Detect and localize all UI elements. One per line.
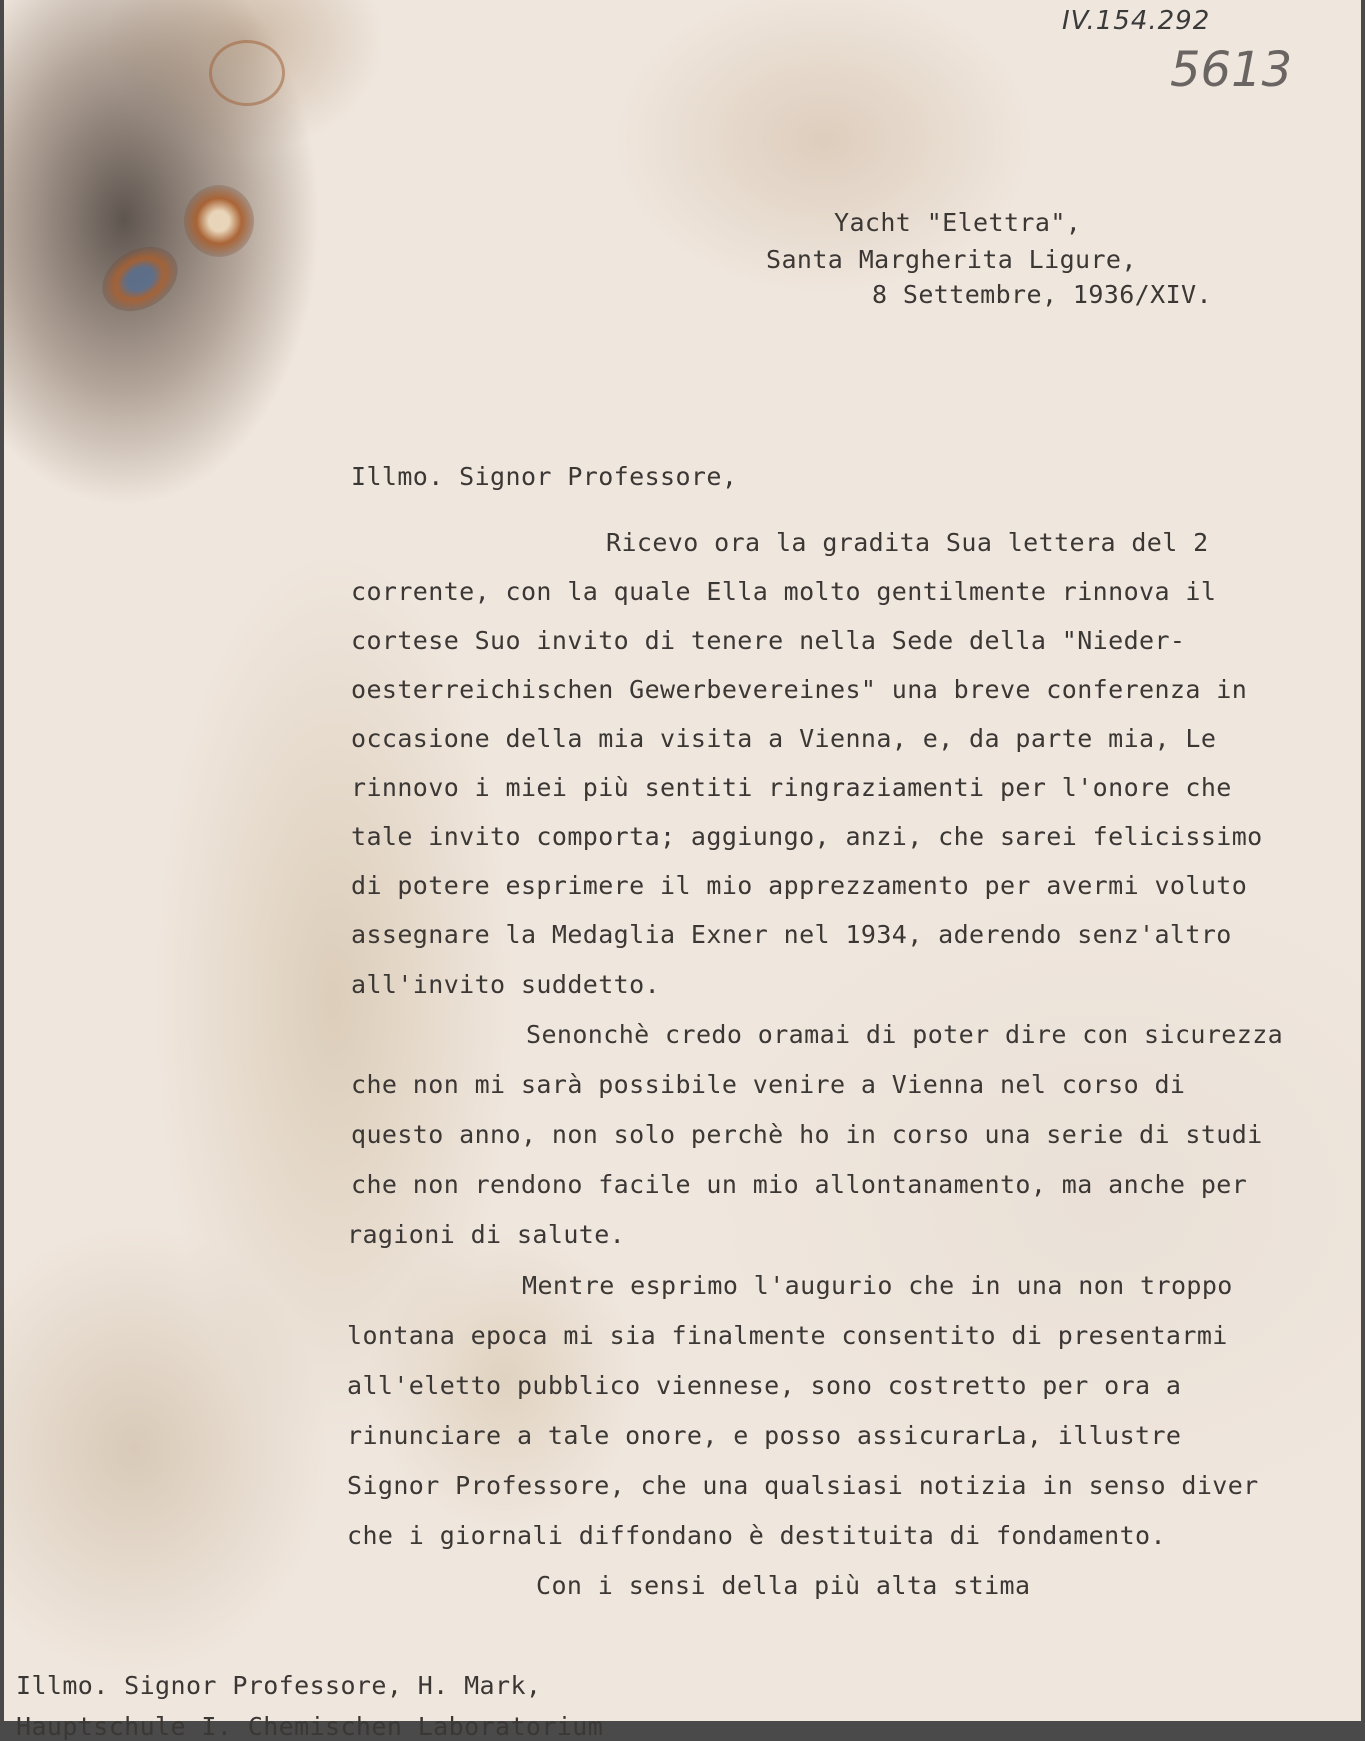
closing-line: Con i sensi della più alta stima <box>536 1571 1031 1600</box>
body-line: tale invito comporta; aggiungo, anzi, che sarei felicissimo <box>351 822 1263 851</box>
body-line: lontana epoca mi sia finalmente consentito di presentarmi <box>347 1321 1228 1350</box>
body-line: rinnovo i miei più sentiti ringraziamenti per l'onore che <box>351 773 1232 802</box>
body-line: questo anno, non solo perchè ho in corso una serie di studi <box>351 1120 1263 1149</box>
addressee-line: Illmo. Signor Professore, H. Mark, <box>16 1671 542 1700</box>
body-line: di potere esprimere il mio apprezzamento per avermi voluto <box>351 871 1248 900</box>
body-line: ragioni di salute. <box>347 1220 626 1249</box>
body-line: che i giornali diffondano è destituita di fondamento. <box>347 1521 1166 1550</box>
body-line: occasione della mia visita a Vienna, e, da parte mia, Le <box>351 724 1217 753</box>
letter-sheet <box>4 0 1361 1741</box>
body-line: Senonchè credo oramai di poter dire con sicurezza <box>526 1020 1284 1049</box>
archive-number-mark: 5613 <box>1170 42 1293 98</box>
rust-ring-stain <box>209 40 285 106</box>
body-line: cortese Suo invito di tenere nella Sede della "Nieder- <box>351 626 1186 655</box>
heading-line: Santa Margherita Ligure, <box>766 245 1137 274</box>
salutation: Illmo. Signor Professore, <box>351 462 738 491</box>
body-line: che non rendono facile un mio allontanamento, ma anche per <box>351 1170 1248 1199</box>
rust-stain <box>91 234 189 324</box>
archive-reference-mark: IV.154.292 <box>1062 6 1211 36</box>
heading-line: Yacht "Elettra", <box>834 208 1082 237</box>
body-line: assegnare la Medaglia Exner nel 1934, aderendo senz'altro <box>351 920 1232 949</box>
body-line: oesterreichischen Gewerbevereines" una breve conferenza in <box>351 675 1248 704</box>
rust-stain <box>184 185 254 257</box>
body-line: rinunciare a tale onore, e posso assicurarLa, illustre <box>347 1421 1182 1450</box>
body-line: Ricevo ora la gradita Sua lettera del 2 <box>606 528 1209 557</box>
body-line: all'invito suddetto. <box>351 970 661 999</box>
body-line: che non mi sarà possibile venire a Vienna nel corso di <box>351 1070 1186 1099</box>
body-line: corrente, con la quale Ella molto gentilmente rinnova il <box>351 577 1217 606</box>
addressee-line-cut: Hauptschule I. Chemischen Laboratorium <box>16 1712 604 1741</box>
body-line: Signor Professore, che una qualsiasi notizia in senso diver <box>347 1471 1259 1500</box>
heading-line: 8 Settembre, 1936/XIV. <box>872 280 1212 309</box>
body-line: all'eletto pubblico viennese, sono costretto per ora a <box>347 1371 1182 1400</box>
body-line: Mentre esprimo l'augurio che in una non troppo <box>522 1271 1233 1300</box>
